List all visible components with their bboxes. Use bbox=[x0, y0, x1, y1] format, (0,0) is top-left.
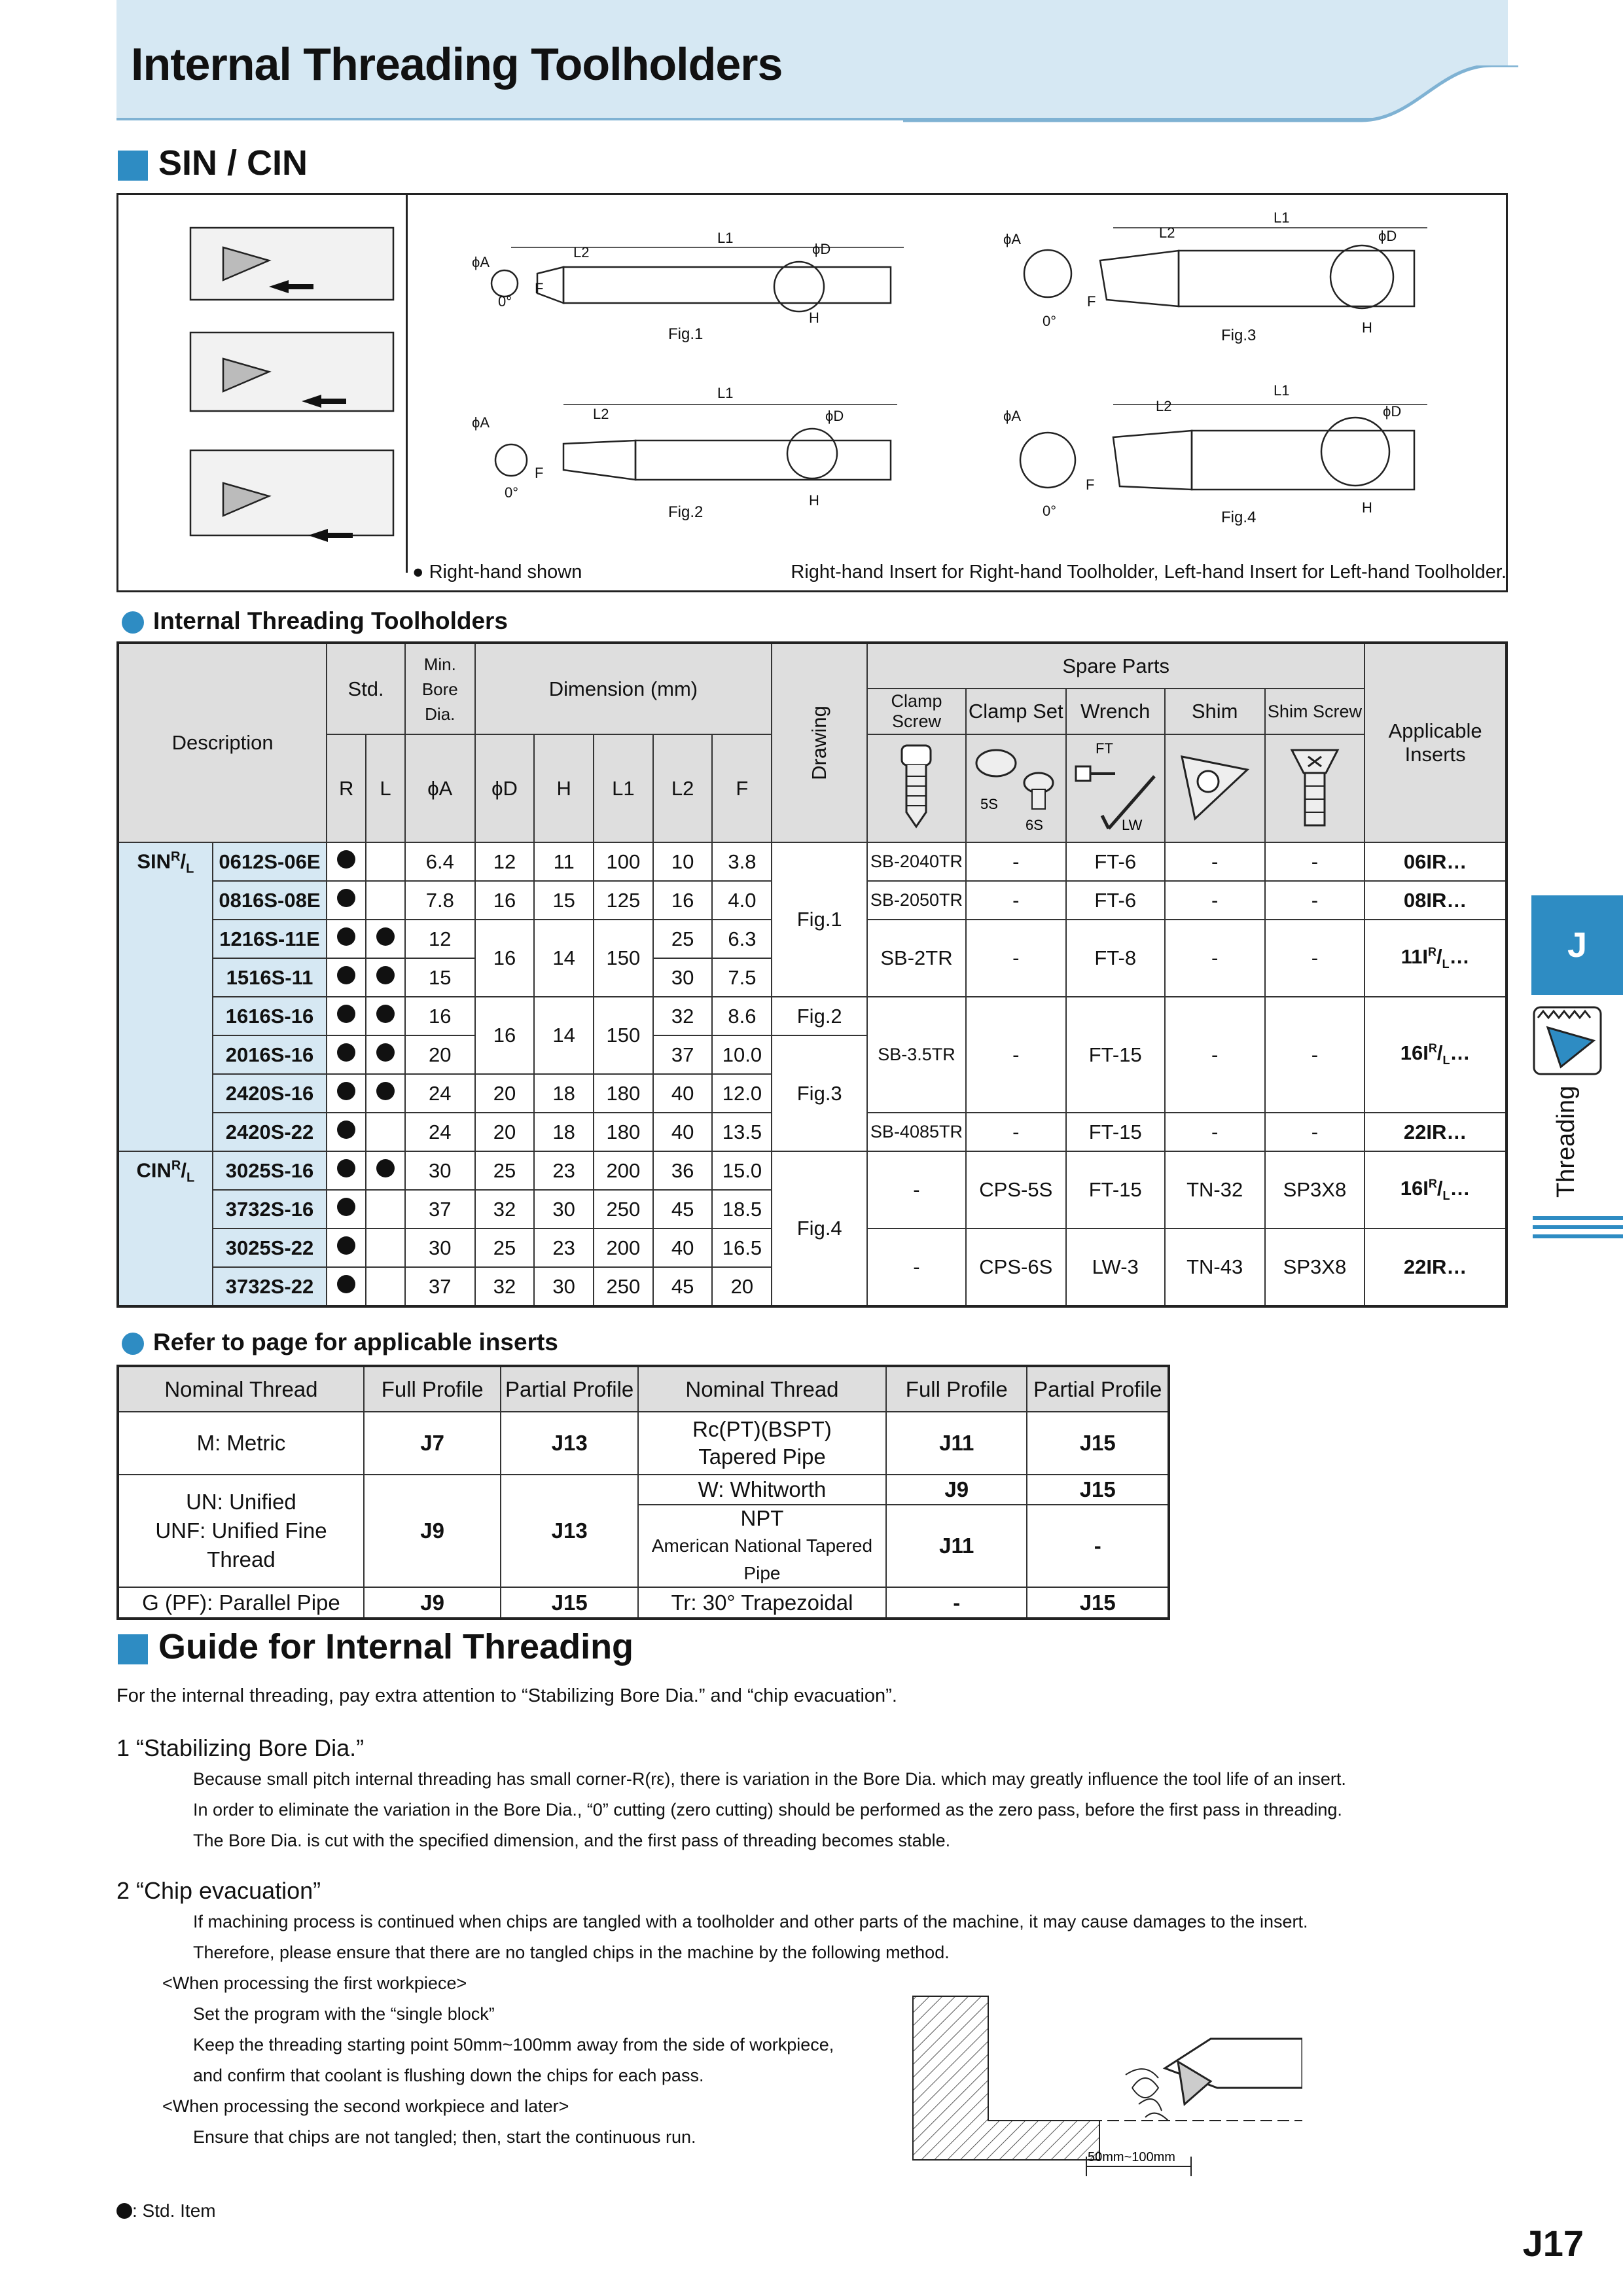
cell-shim-screw: - bbox=[1265, 920, 1365, 997]
header-wrench: Wrench bbox=[1066, 689, 1165, 734]
cell-l2: 32 bbox=[653, 997, 713, 1035]
cell-phia: 12 bbox=[405, 920, 475, 958]
guide-line: Set the program with the “single block” bbox=[193, 2004, 495, 2024]
cell-insert: $11I^R/_L\dots$ bbox=[1364, 920, 1507, 997]
dim-label-phia: ϕA bbox=[1003, 408, 1021, 424]
cell-l2: 25 bbox=[653, 920, 713, 958]
cell-shim-screw: - bbox=[1265, 1113, 1365, 1151]
std-r-mark bbox=[327, 842, 366, 881]
note-right-hand-shown: ● Right-hand shown bbox=[412, 562, 582, 583]
cell-phid: 16 bbox=[475, 881, 535, 920]
header-h: H bbox=[534, 734, 594, 842]
t2-page-ref: J11 bbox=[886, 1505, 1027, 1587]
cell-phia: 24 bbox=[405, 1113, 475, 1151]
row-code: 2016S-16 bbox=[213, 1035, 327, 1074]
cell-shim-screw: - bbox=[1265, 881, 1365, 920]
cell-clamp-set: - bbox=[966, 881, 1066, 920]
cell-l1: 200 bbox=[594, 1151, 653, 1190]
section-tab-bars bbox=[1533, 1216, 1623, 1244]
cell-phia: 37 bbox=[405, 1267, 475, 1306]
cell-f: 18.5 bbox=[712, 1190, 772, 1229]
std-r-mark bbox=[327, 1267, 366, 1306]
cell-h: 18 bbox=[534, 1074, 594, 1113]
insert-reference-table bbox=[116, 1365, 1170, 1620]
wrench-icon bbox=[1069, 737, 1161, 835]
clamp-set-icon bbox=[970, 737, 1061, 835]
dim-label-l2: L2 bbox=[593, 406, 609, 422]
cell-f: 10.0 bbox=[712, 1035, 772, 1074]
cell-wrench: FT-6 bbox=[1066, 881, 1165, 920]
dim-label-phia: ϕA bbox=[472, 414, 490, 431]
t2-thread-name: Rc(PT)(BSPT) Tapered Pipe bbox=[638, 1412, 886, 1475]
cell-wrench: FT-15 bbox=[1066, 997, 1165, 1113]
cell-insert: 22IR… bbox=[1364, 1113, 1507, 1151]
cell-clamp-screw: SB-2040TR bbox=[867, 842, 966, 881]
cell-wrench: FT-15 bbox=[1066, 1113, 1165, 1151]
cell-shim-screw: SP3X8 bbox=[1265, 1229, 1365, 1306]
dim-label-l1: L1 bbox=[717, 230, 734, 246]
cell-shim: - bbox=[1165, 997, 1265, 1113]
cell-clamp-screw: SB-2TR bbox=[867, 920, 966, 997]
cell-wrench: LW-3 bbox=[1066, 1229, 1165, 1306]
guide-second-workpiece: <When processing the second workpiece and later> bbox=[162, 2096, 569, 2116]
guide-line: In order to eliminate the variation in the Bore Dia., “0” cutting (zero cutting) should be performed as the zero pass, before the first pass in threading. bbox=[193, 1800, 1342, 1820]
shim-icon bbox=[1169, 744, 1260, 829]
header-drawing: Drawing bbox=[772, 643, 867, 842]
guide-line: Because small pitch internal threading has small corner-R(rε), there is variation in the Bore Dia. which may greatly influence the tool life of an insert. bbox=[193, 1769, 1346, 1789]
header-clamp-screw: Clamp Screw bbox=[867, 689, 966, 734]
dim-label-f: F bbox=[535, 280, 544, 296]
cell-shim: TN-32 bbox=[1165, 1151, 1265, 1229]
cell-insert: 06IR… bbox=[1364, 842, 1507, 881]
cell-shim-screw: - bbox=[1265, 842, 1365, 881]
cell-wrench: FT-8 bbox=[1066, 920, 1165, 997]
row-code: 1516S-11 bbox=[213, 958, 327, 997]
std-l-mark bbox=[366, 1074, 405, 1113]
std-r-mark bbox=[327, 1113, 366, 1151]
cell-shim: TN-43 bbox=[1165, 1229, 1265, 1306]
distance-label: 50mm~100mm bbox=[1088, 2150, 1175, 2164]
cell-h: 30 bbox=[534, 1267, 594, 1306]
shim-image bbox=[1165, 734, 1265, 842]
t2-page-ref: J9 bbox=[364, 1587, 501, 1619]
cell-shim: - bbox=[1165, 920, 1265, 997]
dim-label-h: H bbox=[1362, 499, 1372, 516]
row-code: 1216S-11E bbox=[213, 920, 327, 958]
cell-phia: 20 bbox=[405, 1035, 475, 1074]
cell-l2: 45 bbox=[653, 1190, 713, 1229]
cell-phid: 16 bbox=[475, 920, 535, 997]
cell-phid: 25 bbox=[475, 1229, 535, 1267]
cell-phid: 25 bbox=[475, 1151, 535, 1190]
std-l-mark bbox=[366, 920, 405, 958]
fig-label: Fig.2 bbox=[668, 503, 704, 521]
cell-insert: 08IR… bbox=[1364, 881, 1507, 920]
dim-label-l2: L2 bbox=[1159, 224, 1175, 241]
dim-label-l2: L2 bbox=[1156, 398, 1172, 414]
std-l-empty bbox=[366, 1267, 405, 1306]
group-cin: $CIN^R/_L$ bbox=[118, 1151, 213, 1306]
cell-clamp-screw: SB-2050TR bbox=[867, 881, 966, 920]
std-l-mark bbox=[366, 997, 405, 1035]
std-r-mark bbox=[327, 1074, 366, 1113]
dim-label-h: H bbox=[809, 310, 819, 326]
section-title-guide: Guide for Internal Threading bbox=[118, 1626, 633, 1667]
cell-h: 14 bbox=[534, 920, 594, 997]
header-l2: L2 bbox=[653, 734, 713, 842]
dim-label-phid: ϕD bbox=[1383, 403, 1402, 420]
t2-page-ref: J9 bbox=[886, 1475, 1027, 1505]
cell-h: 14 bbox=[534, 997, 594, 1074]
std-r-mark bbox=[327, 1229, 366, 1267]
cell-phia: 16 bbox=[405, 997, 475, 1035]
wrench-image bbox=[1066, 734, 1165, 842]
row-code: 3732S-22 bbox=[213, 1267, 327, 1306]
dim-label-phia: ϕA bbox=[1003, 231, 1021, 247]
clamp-set-image bbox=[966, 734, 1066, 842]
std-r-mark bbox=[327, 881, 366, 920]
chip-evacuation-illustration bbox=[910, 1990, 1302, 2179]
header-r: R bbox=[327, 734, 366, 842]
cell-h: 23 bbox=[534, 1229, 594, 1267]
fig-label: Fig.3 bbox=[1221, 327, 1257, 344]
table1-title: Internal Threading Toolholders bbox=[122, 607, 508, 635]
dim-label-phia: ϕA bbox=[472, 254, 490, 270]
guide-second-line: Ensure that chips are not tangled; then, start the continuous run. bbox=[193, 2127, 696, 2147]
cell-f: 20 bbox=[712, 1267, 772, 1306]
row-code: 0612S-06E bbox=[213, 842, 327, 881]
toolholder-drawings bbox=[118, 195, 1506, 571]
std-r-mark bbox=[327, 958, 366, 997]
cell-l1: 180 bbox=[594, 1074, 653, 1113]
cell-f: 6.3 bbox=[712, 920, 772, 958]
cell-clamp-screw: SB-4085TR bbox=[867, 1113, 966, 1151]
header-clamp-set: Clamp Set bbox=[966, 689, 1066, 734]
t2-header: Partial Profile bbox=[1027, 1366, 1169, 1412]
row-code: 3732S-16 bbox=[213, 1190, 327, 1229]
cell-shim-screw: SP3X8 bbox=[1265, 1151, 1365, 1229]
cell-clamp-set: CPS-5S bbox=[966, 1151, 1066, 1229]
cell-drawing: Fig.3 bbox=[772, 1035, 867, 1151]
header-min-bore: Min. Bore Dia. bbox=[405, 643, 475, 734]
guide-first-workpiece: <When processing the first workpiece> bbox=[162, 1973, 467, 1993]
cell-phid: 16 bbox=[475, 997, 535, 1074]
cell-phia: 15 bbox=[405, 958, 475, 997]
cell-phia: 7.8 bbox=[405, 881, 475, 920]
t2-page-ref: J15 bbox=[1027, 1587, 1169, 1619]
page-title: Internal Threading Toolholders bbox=[131, 39, 783, 90]
wrench-lw-label: LW bbox=[1122, 816, 1143, 833]
dim-label-l2: L2 bbox=[573, 244, 590, 260]
cell-drawing: Fig.1 bbox=[772, 842, 867, 997]
std-r-mark bbox=[327, 920, 366, 958]
cell-h: 30 bbox=[534, 1190, 594, 1229]
dim-label-phid: ϕD bbox=[812, 241, 831, 257]
clamp-set-6s-label: 6S bbox=[1026, 816, 1044, 833]
cell-insert: 22IR… bbox=[1364, 1229, 1507, 1306]
guide-line: If machining process is continued when chips are tangled with a toolholder and other parts of the machine, it may cause damages to the insert. bbox=[193, 1912, 1308, 1931]
header-phid: ϕD bbox=[475, 734, 535, 842]
dim-label-f: F bbox=[535, 465, 544, 481]
std-item-legend: : Std. Item bbox=[116, 2200, 216, 2221]
t2-page-ref: - bbox=[1027, 1505, 1169, 1587]
cell-clamp-screw: SB-3.5TR bbox=[867, 997, 966, 1113]
cell-clamp-set: CPS-6S bbox=[966, 1229, 1066, 1306]
cell-drawing: Fig.4 bbox=[772, 1151, 867, 1306]
guide-line: Keep the threading starting point 50mm~100mm away from the side of workpiece, bbox=[193, 2035, 834, 2054]
cell-f: 16.5 bbox=[712, 1229, 772, 1267]
cell-phia: 30 bbox=[405, 1229, 475, 1267]
t2-thread-name: W: Whitworth bbox=[638, 1475, 886, 1505]
dim-label-zero: 0° bbox=[1043, 503, 1057, 519]
t2-thread-name: UN: Unified UNF: Unified Fine Thread bbox=[118, 1475, 364, 1587]
header-l: L bbox=[366, 734, 405, 842]
guide-intro: For the internal threading, pay extra attention to “Stabilizing Bore Dia.” and “chip evacuation”. bbox=[116, 1685, 897, 1706]
t2-header: Full Profile bbox=[886, 1366, 1027, 1412]
cell-phia: 37 bbox=[405, 1190, 475, 1229]
cell-l2: 45 bbox=[653, 1267, 713, 1306]
cell-phia: 30 bbox=[405, 1151, 475, 1190]
row-code: 1616S-16 bbox=[213, 997, 327, 1035]
shim-screw-image bbox=[1265, 734, 1365, 842]
section-title-sin-cin: SIN / CIN bbox=[118, 143, 308, 183]
header-std: Std. bbox=[327, 643, 405, 734]
t2-page-ref: J9 bbox=[364, 1475, 501, 1587]
std-item-bullet-icon bbox=[116, 2203, 132, 2219]
guide-line: The Bore Dia. is cut with the specified dimension, and the first pass of threading becomes stable. bbox=[193, 1831, 951, 1850]
cell-shim: - bbox=[1165, 842, 1265, 881]
std-l-empty bbox=[366, 842, 405, 881]
cell-phid: 20 bbox=[475, 1074, 535, 1113]
t2-page-ref: J7 bbox=[364, 1412, 501, 1475]
clamp-screw-image bbox=[867, 734, 966, 842]
dim-label-phid: ϕD bbox=[1378, 228, 1397, 244]
guide-item2-body bbox=[193, 1907, 1308, 1968]
std-l-empty bbox=[366, 1113, 405, 1151]
guide-item2-title: 2 “Chip evacuation” bbox=[116, 1877, 321, 1904]
cell-f: 7.5 bbox=[712, 958, 772, 997]
header-dimension: Dimension (mm) bbox=[475, 643, 772, 734]
shim-screw-icon bbox=[1285, 740, 1344, 832]
std-r-mark bbox=[327, 1190, 366, 1229]
cell-l2: 10 bbox=[653, 842, 713, 881]
dim-label-h: H bbox=[809, 492, 819, 509]
cell-drawing: Fig.2 bbox=[772, 997, 867, 1035]
cell-l1: 150 bbox=[594, 920, 653, 997]
cell-f: 4.0 bbox=[712, 881, 772, 920]
row-code: 2420S-16 bbox=[213, 1074, 327, 1113]
clamp-set-5s-label: 5S bbox=[980, 795, 999, 812]
t2-page-ref: J11 bbox=[886, 1412, 1027, 1475]
row-code: 2420S-22 bbox=[213, 1113, 327, 1151]
header-f: F bbox=[712, 734, 772, 842]
t2-page-ref: J15 bbox=[501, 1587, 638, 1619]
dim-label-l1: L1 bbox=[717, 385, 734, 401]
dim-label-l1: L1 bbox=[1274, 209, 1290, 226]
cell-f: 3.8 bbox=[712, 842, 772, 881]
cell-l1: 250 bbox=[594, 1190, 653, 1229]
t2-thread-name: Tr: 30° Trapezoidal bbox=[638, 1587, 886, 1619]
fig-label: Fig.1 bbox=[668, 325, 704, 343]
t2-page-ref: - bbox=[886, 1587, 1027, 1619]
cell-clamp-set: - bbox=[966, 842, 1066, 881]
t2-header: Partial Profile bbox=[501, 1366, 638, 1412]
guide-line: and confirm that coolant is flushing down the chips for each pass. bbox=[193, 2066, 704, 2085]
t2-page-ref: J13 bbox=[501, 1475, 638, 1587]
square-bullet-icon bbox=[118, 1634, 148, 1664]
page-number: J17 bbox=[1522, 2223, 1584, 2264]
t2-thread-name: NPT American National Tapered Pipe bbox=[638, 1505, 886, 1587]
cell-clamp-set: - bbox=[966, 920, 1066, 997]
header-description: Description bbox=[118, 643, 327, 842]
cell-phia: 6.4 bbox=[405, 842, 475, 881]
row-code: 0816S-08E bbox=[213, 881, 327, 920]
clamp-screw-icon bbox=[890, 740, 942, 832]
cell-l2: 40 bbox=[653, 1074, 713, 1113]
dim-label-h: H bbox=[1362, 319, 1372, 336]
header-phia: ϕA bbox=[405, 734, 475, 842]
t2-header: Full Profile bbox=[364, 1366, 501, 1412]
fig-label: Fig.4 bbox=[1221, 509, 1257, 526]
dim-label-f: F bbox=[1087, 293, 1096, 310]
cell-h: 18 bbox=[534, 1113, 594, 1151]
dim-label-zero: 0° bbox=[498, 293, 512, 310]
cell-phid: 32 bbox=[475, 1267, 535, 1306]
t2-thread-name: M: Metric bbox=[118, 1412, 364, 1475]
t2-header: Nominal Thread bbox=[118, 1366, 364, 1412]
toolholder-table bbox=[116, 641, 1508, 1308]
std-l-mark bbox=[366, 1151, 405, 1190]
circle-bullet-icon bbox=[122, 611, 144, 634]
dim-label-l1: L1 bbox=[1274, 382, 1290, 399]
cell-phia: 24 bbox=[405, 1074, 475, 1113]
std-l-empty bbox=[366, 1190, 405, 1229]
guide-item1-title: 1 “Stabilizing Bore Dia.” bbox=[116, 1734, 365, 1761]
wrench-ft-label: FT bbox=[1096, 740, 1114, 757]
note-insert-hand: Right-hand Insert for Right-hand Toolholder, Left-hand Insert for Left-hand Toolholder. bbox=[791, 562, 1507, 583]
cell-l2: 30 bbox=[653, 958, 713, 997]
cell-clamp-set: - bbox=[966, 997, 1066, 1113]
cell-phid: 20 bbox=[475, 1113, 535, 1151]
t2-page-ref: J13 bbox=[501, 1412, 638, 1475]
cell-shim: - bbox=[1165, 1113, 1265, 1151]
cell-insert: $16I^R/_L\dots$ bbox=[1364, 997, 1507, 1113]
cell-l2: 36 bbox=[653, 1151, 713, 1190]
cell-l2: 16 bbox=[653, 881, 713, 920]
row-code: 3025S-16 bbox=[213, 1151, 327, 1190]
header-spare-parts: Spare Parts bbox=[867, 643, 1364, 689]
cell-phid: 12 bbox=[475, 842, 535, 881]
guide-line: Therefore, please ensure that there are no tangled chips in the machine by the following method. bbox=[193, 1943, 950, 1962]
cell-f: 15.0 bbox=[712, 1151, 772, 1190]
header-shim-screw: Shim Screw bbox=[1265, 689, 1365, 734]
t2-page-ref: J15 bbox=[1027, 1412, 1169, 1475]
threading-insert-icon bbox=[1531, 1005, 1603, 1077]
cell-h: 23 bbox=[534, 1151, 594, 1190]
square-bullet-icon bbox=[118, 151, 148, 181]
cell-f: 13.5 bbox=[712, 1113, 772, 1151]
cell-h: 11 bbox=[534, 842, 594, 881]
cell-l2: 40 bbox=[653, 1229, 713, 1267]
t2-header: Nominal Thread bbox=[638, 1366, 886, 1412]
cell-l1: 150 bbox=[594, 997, 653, 1074]
std-l-mark bbox=[366, 1035, 405, 1074]
cell-l2: 37 bbox=[653, 1035, 713, 1074]
group-sin: $SIN^R/_L$ bbox=[118, 842, 213, 1151]
header-l1: L1 bbox=[594, 734, 653, 842]
section-tab-label: Threading bbox=[1552, 1085, 1580, 1198]
cell-l1: 200 bbox=[594, 1229, 653, 1267]
dim-label-phid: ϕD bbox=[825, 408, 844, 424]
dim-label-zero: 0° bbox=[505, 484, 519, 501]
header-shim: Shim bbox=[1165, 689, 1265, 734]
cell-l1: 250 bbox=[594, 1267, 653, 1306]
dim-label-f: F bbox=[1086, 476, 1095, 493]
table2-title: Refer to page for applicable inserts bbox=[122, 1329, 558, 1356]
cell-phid: 32 bbox=[475, 1190, 535, 1229]
cell-shim: - bbox=[1165, 881, 1265, 920]
guide-first-body bbox=[193, 1999, 834, 2091]
cell-clamp-screw: - bbox=[867, 1151, 966, 1229]
guide-item1-body bbox=[193, 1764, 1346, 1856]
cell-wrench: FT-6 bbox=[1066, 842, 1165, 881]
std-l-empty bbox=[366, 1229, 405, 1267]
std-l-empty bbox=[366, 881, 405, 920]
t2-page-ref: J15 bbox=[1027, 1475, 1169, 1505]
row-code: 3025S-22 bbox=[213, 1229, 327, 1267]
cell-h: 15 bbox=[534, 881, 594, 920]
cell-clamp-set: - bbox=[966, 1113, 1066, 1151]
std-r-mark bbox=[327, 1035, 366, 1074]
cell-l1: 100 bbox=[594, 842, 653, 881]
cell-insert: $16I^R/_L\dots$ bbox=[1364, 1151, 1507, 1229]
cell-l1: 125 bbox=[594, 881, 653, 920]
cell-l1: 180 bbox=[594, 1113, 653, 1151]
cell-l2: 40 bbox=[653, 1113, 713, 1151]
header-applicable-inserts: Applicable Inserts bbox=[1364, 643, 1507, 842]
std-l-mark bbox=[366, 958, 405, 997]
cell-shim-screw: - bbox=[1265, 997, 1365, 1113]
cell-f: 12.0 bbox=[712, 1074, 772, 1113]
header-curve bbox=[903, 65, 1518, 124]
std-r-mark bbox=[327, 1151, 366, 1190]
dim-label-zero: 0° bbox=[1043, 313, 1057, 329]
std-r-mark bbox=[327, 997, 366, 1035]
section-tab-j[interactable]: J bbox=[1531, 895, 1623, 995]
cell-wrench: FT-15 bbox=[1066, 1151, 1165, 1229]
t2-thread-name: G (PF): Parallel Pipe bbox=[118, 1587, 364, 1619]
cell-f: 8.6 bbox=[712, 997, 772, 1035]
circle-bullet-icon bbox=[122, 1333, 144, 1355]
cell-clamp-screw: - bbox=[867, 1229, 966, 1306]
